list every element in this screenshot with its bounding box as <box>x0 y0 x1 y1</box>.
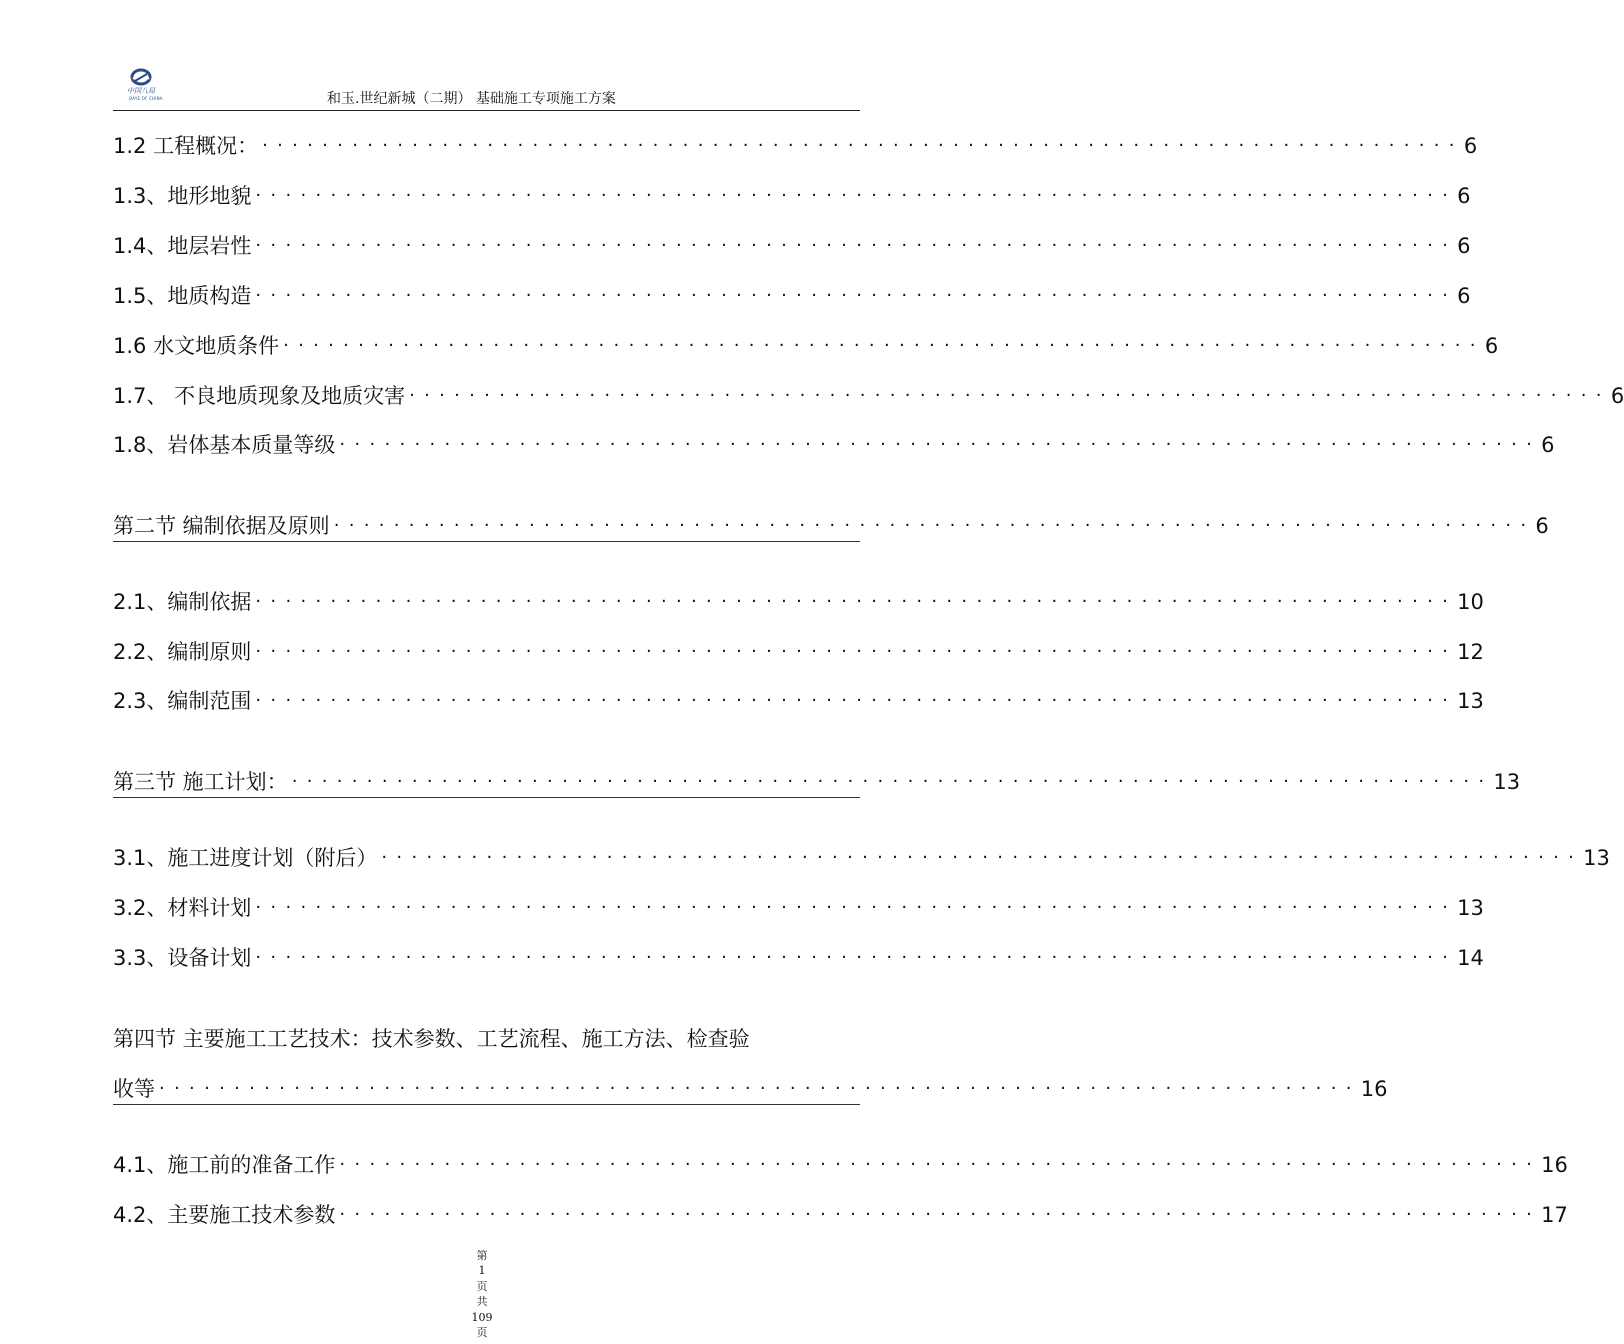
toc-dot-leader: ················································································ <box>255 641 1458 662</box>
toc-entry[interactable] <box>113 893 1484 923</box>
toc-page-number: 10 <box>1457 590 1484 614</box>
toc-page-number: 6 <box>1535 514 1549 538</box>
toc-section-heading[interactable] <box>113 765 1521 798</box>
toc-page-number: 6 <box>1463 134 1478 158</box>
footer-line: 页 <box>476 1326 488 1340</box>
toc-entry-label: 4.2、主要施工技术参数 <box>113 1203 336 1227</box>
toc-entry[interactable] <box>113 181 1471 211</box>
toc-entry-label: 3.1、施工进度计划（附后） <box>113 846 378 870</box>
toc-entry[interactable] <box>113 943 1484 973</box>
toc-entry[interactable] <box>113 131 1478 161</box>
toc-page-number: 16 <box>1360 1077 1388 1101</box>
toc-entry[interactable] <box>113 1200 1568 1230</box>
toc-entry-label: 1.8、岩体基本质量等级 <box>113 433 336 457</box>
toc-page-number: 6 <box>1457 234 1471 258</box>
toc-entry[interactable] <box>113 587 1484 617</box>
toc-entry-label: 第三节 施工计划： <box>113 770 288 794</box>
toc-entry[interactable] <box>113 281 1471 311</box>
toc-dot-leader: ················································································ <box>255 185 1458 206</box>
toc-entry-label: 4.1、施工前的准备工作 <box>113 1153 336 1177</box>
toc-page-number: 6 <box>1457 284 1471 308</box>
toc-entry-label: 第四节 主要施工工艺技术：技术参数、工艺流程、施工方法、检查验 <box>113 1027 750 1051</box>
toc-page-number: 16 <box>1541 1153 1568 1177</box>
logo-caption: BAYE OF CHINA <box>129 96 163 101</box>
toc-dot-leader: ················································································ <box>291 771 1494 792</box>
toc-entry[interactable] <box>113 686 1484 716</box>
footer-line: 共 <box>476 1295 488 1309</box>
toc-entry-label: 收等 <box>113 1077 155 1101</box>
header-title: 和玉.世纪新城（二期） 基础施工专项施工方案 <box>327 91 616 107</box>
toc-entry-label: 2.1、编制依据 <box>113 590 252 614</box>
logo-emblem-icon <box>118 66 164 96</box>
toc-page-number: 17 <box>1541 1203 1568 1227</box>
toc-dot-leader: ················································································ <box>339 1154 1542 1175</box>
toc-entry-label: 第二节 编制依据及原则 <box>113 514 330 538</box>
toc-dot-leader: ················································································ <box>283 335 1485 356</box>
toc-dot-leader: ················································································ <box>339 434 1542 455</box>
toc-entry[interactable] <box>113 1150 1568 1180</box>
toc-dot-leader: ················································································ <box>333 515 1536 536</box>
toc-entry-label: 1.7、 不良地质现象及地质灾害 <box>113 384 406 408</box>
toc-entry-label: 1.6 水文地质条件 <box>113 334 280 358</box>
toc-page-number: 13 <box>1583 846 1610 870</box>
toc-entry-label: 3.3、设备计划 <box>113 946 252 970</box>
toc-section-heading[interactable] <box>113 1022 860 1054</box>
footer-line: 第 <box>476 1249 488 1262</box>
toc-entry-label: 1.4、地层岩性 <box>113 234 252 258</box>
toc-section-heading[interactable] <box>113 1072 1388 1105</box>
toc-entry[interactable] <box>113 331 1499 361</box>
toc-page-number: 6 <box>1541 433 1555 457</box>
toc-entry[interactable] <box>113 430 1555 460</box>
toc-section-heading[interactable] <box>113 509 1549 542</box>
toc-page-number: 14 <box>1457 946 1484 970</box>
toc-page-number: 6 <box>1610 384 1624 408</box>
toc-entry-label: 3.2、材料计划 <box>113 896 252 920</box>
toc-dot-leader: ················································································ <box>339 1204 1542 1225</box>
toc-page-number: 12 <box>1457 640 1484 664</box>
toc-page-number: 6 <box>1457 184 1471 208</box>
toc-entry[interactable] <box>113 843 1610 873</box>
toc-entry-label: 1.2 工程概况： <box>113 134 259 158</box>
page-header <box>113 66 860 111</box>
toc-entry-label: 1.5、地质构造 <box>113 284 252 308</box>
toc-page-number: 13 <box>1493 770 1521 794</box>
toc-dot-leader: ················································································ <box>381 847 1584 868</box>
page-footer <box>462 1248 502 1340</box>
toc-entry-label: 1.3、地形地貌 <box>113 184 252 208</box>
footer-line: 页 <box>476 1279 488 1293</box>
toc-dot-leader: ················································································ <box>255 897 1458 918</box>
toc-dot-leader: ················································································ <box>255 235 1458 256</box>
toc-page-number: 6 <box>1484 334 1499 358</box>
toc-dot-leader: ················································································ <box>409 385 1611 406</box>
footer-line: 109 <box>471 1310 493 1324</box>
toc-entry[interactable] <box>113 231 1471 261</box>
toc-entry-label: 2.3、编制范围 <box>113 689 252 713</box>
toc-page-number: 13 <box>1457 896 1484 920</box>
toc-dot-leader: ················································································ <box>262 135 1464 156</box>
logo-text: 中国八局 <box>127 87 155 95</box>
toc-entry-label: 2.2、编制原则 <box>113 640 252 664</box>
toc-entry[interactable] <box>113 637 1484 667</box>
toc-dot-leader: ················································································ <box>159 1078 1361 1099</box>
footer-line: 1 <box>478 1264 486 1278</box>
toc-entry[interactable] <box>113 381 1624 411</box>
company-logo <box>118 66 164 106</box>
toc-dot-leader: ················································································ <box>255 690 1458 711</box>
toc-dot-leader: ················································································ <box>255 591 1458 612</box>
toc-page-number: 13 <box>1457 689 1484 713</box>
toc-dot-leader: ················································································ <box>255 285 1458 306</box>
toc-dot-leader: ················································································ <box>255 947 1458 968</box>
